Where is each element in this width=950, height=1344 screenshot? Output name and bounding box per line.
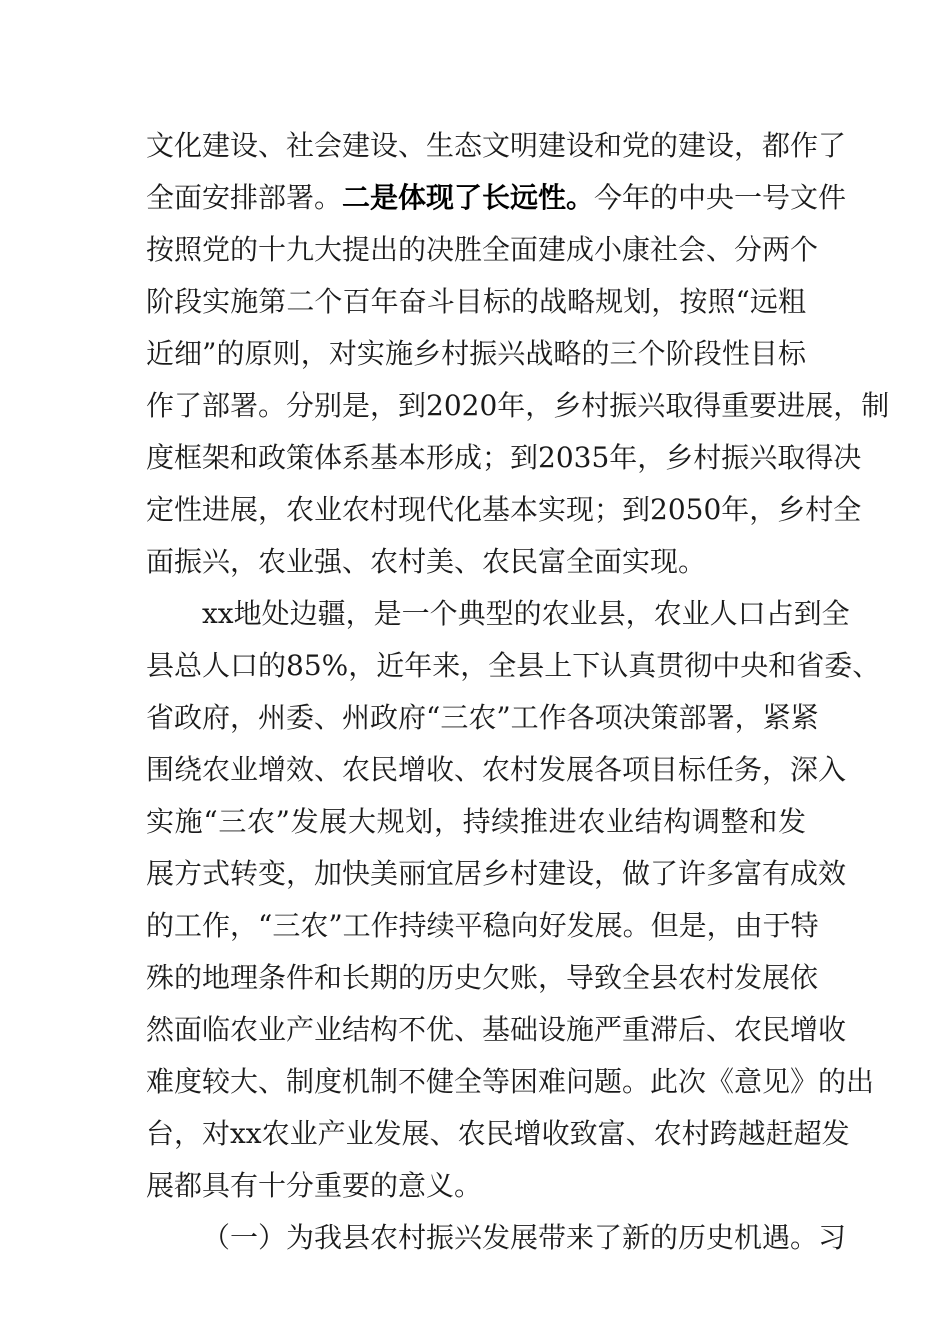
- text-line: [146, 178, 847, 218]
- text-line: 县总人口的85%，近年来，全县上下认真贯彻中央和省委、: [146, 649, 881, 682]
- text-line: 台，对xx农业产业发展、农民增收致富、农村跨越赶超发: [146, 1117, 850, 1150]
- text-line: 省政府，州委、州政府“三农”工作各项决策部署，紧紧: [146, 701, 819, 734]
- text-line: 度框架和政策体系基本形成；到2035年，乡村振兴取得决: [146, 441, 862, 474]
- text-line: 文化建设、社会建设、生态文明建设和党的建设，都作了: [146, 129, 847, 162]
- text-line: 难度较大、制度机制不健全等困难问题。此次《意见》的出: [146, 1065, 875, 1098]
- text-line: 面振兴，农业强、农村美、农民富全面实现。: [146, 545, 707, 578]
- text-line: 的工作，“三农”工作持续平稳向好发展。但是，由于特: [146, 909, 819, 942]
- bold-emphasis: 二是体现了长远性。: [342, 181, 595, 214]
- text-line: 展都具有十分重要的意义。: [146, 1169, 483, 1202]
- text-line: 围绕农业增效、农民增收、农村发展各项目标任务，深入: [146, 753, 847, 786]
- section-heading-line: （一）为我县农村振兴发展带来了新的历史机遇。习: [202, 1221, 847, 1254]
- text-line: 阶段实施第二个百年奋斗目标的战略规划，按照“远粗: [146, 285, 806, 318]
- text-segment: 今年的中央一号文件: [594, 181, 847, 214]
- text-line: 殊的地理条件和长期的历史欠账，导致全县农村发展依: [146, 961, 819, 994]
- text-line: 作了部署。分别是，到2020年，乡村振兴取得重要进展，制: [146, 389, 890, 422]
- text-line: 展方式转变，加快美丽宜居乡村建设，做了许多富有成效: [146, 857, 847, 890]
- text-line: 实施“三农”发展大规划，持续推进农业结构调整和发: [146, 805, 806, 838]
- text-line: 定性进展，农业农村现代化基本实现；到2050年，乡村全: [146, 493, 862, 526]
- text-line: 然面临农业产业结构不优、基础设施严重滞后、农民增收: [146, 1013, 847, 1046]
- text-line: 近细”的原则，对实施乡村振兴战略的三个阶段性目标: [146, 337, 806, 370]
- paragraph-first-line: xx地处边疆，是一个典型的农业县，农业人口占到全: [202, 597, 850, 630]
- text-line: 按照党的十九大提出的决胜全面建成小康社会、分两个: [146, 233, 819, 266]
- text-segment: 全面安排部署。: [146, 181, 343, 214]
